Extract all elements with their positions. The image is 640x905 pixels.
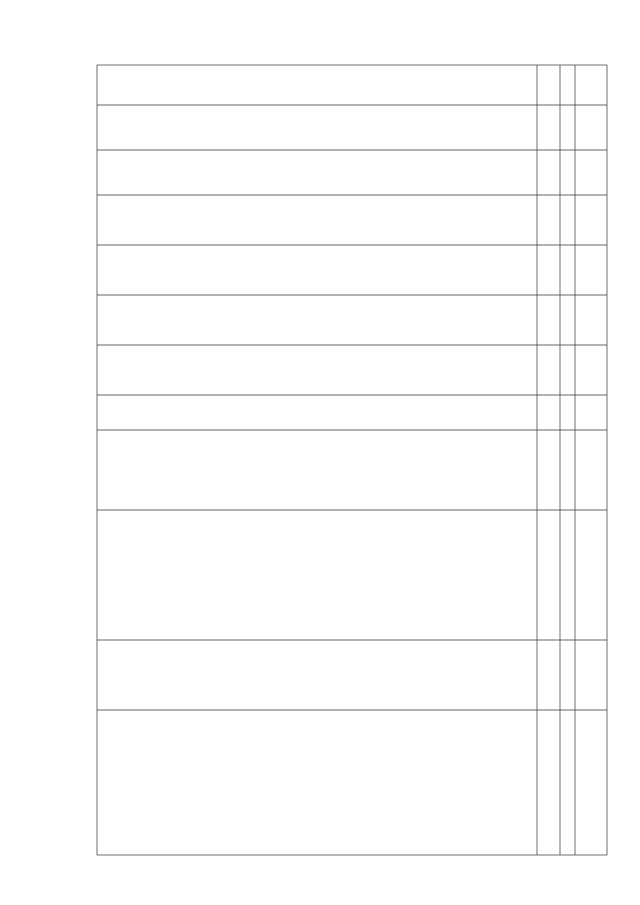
table-frame — [97, 65, 607, 855]
